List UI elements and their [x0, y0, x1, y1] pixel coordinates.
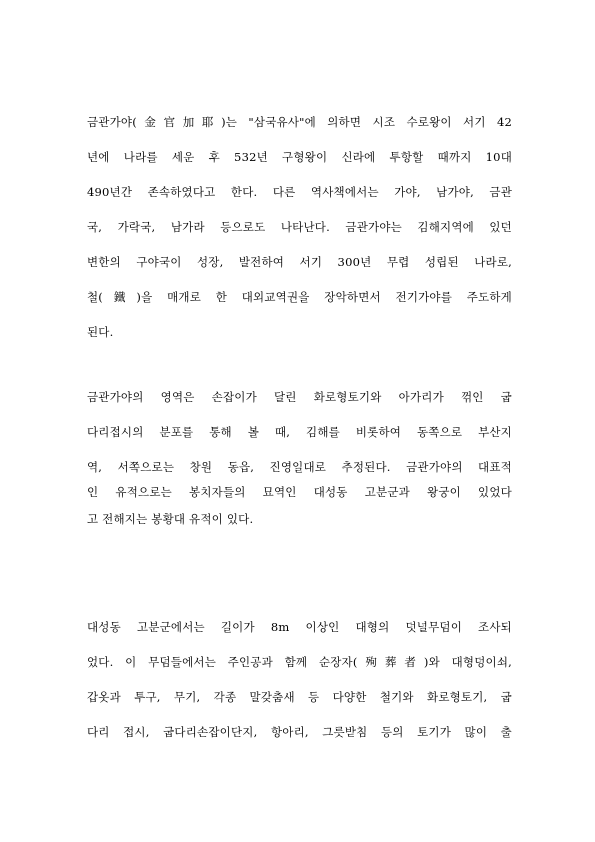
text-line: 변한의 구야국이 성장, 발전하여 서기 300년 무렵 성립된 나라로, — [87, 255, 512, 269]
text-line: 고 전해지는 봉황대 유적이 있다. — [87, 512, 254, 526]
text-line: 다리 접시, 굽다리손잡이단지, 항아리, 그릇받침 등의 토기가 많이 출 — [87, 725, 512, 739]
text-line: 철(鐵)을 매개로 한 대외교역권을 장악하면서 전기가야를 주도하게 — [87, 290, 512, 304]
text-line: 금관가야(金官加耶)는 "삼국유사"에 의하면 시조 수로왕이 서기 42 — [87, 115, 512, 129]
text-line: 대성동 고분군에서는 길이가 8m 이상인 대형의 덧널무덤이 조사되 — [87, 620, 512, 634]
text-line: 갑옷과 투구, 무기, 각종 말갖춤새 등 다양한 철기와 화로형토기, 굽 — [87, 690, 512, 704]
text-line: 역, 서쪽으로는 창원 동읍, 진영일대로 추정된다. 금관가야의 대표적 — [87, 460, 512, 474]
text-line: 금관가야의 영역은 손잡이가 달린 화로형토기와 아가리가 꺾인 굽 — [87, 390, 512, 404]
text-line: 인 유적으로는 봉치자들의 묘역인 대성동 고분군과 왕궁이 있었다 — [87, 485, 512, 499]
text-line: 490년간 존속하였다고 한다. 다른 역사책에서는 가야, 남가야, 금관 — [87, 185, 512, 199]
text-line: 된다. — [87, 325, 114, 339]
text-line: 년에 나라를 세운 후 532년 구형왕이 신라에 투항할 때까지 10대 — [87, 150, 512, 164]
text-line: 다리접시의 분포를 통해 볼 때, 김해를 비롯하여 동쪽으로 부산지 — [87, 425, 512, 439]
text-line: 국, 가락국, 남가라 등으로도 나타난다. 금관가야는 김해지역에 있던 — [87, 220, 512, 234]
text-line: 었다. 이 무덤들에서는 주인공과 함께 순장자(殉葬者)와 대형덩이쇠, — [87, 655, 512, 669]
